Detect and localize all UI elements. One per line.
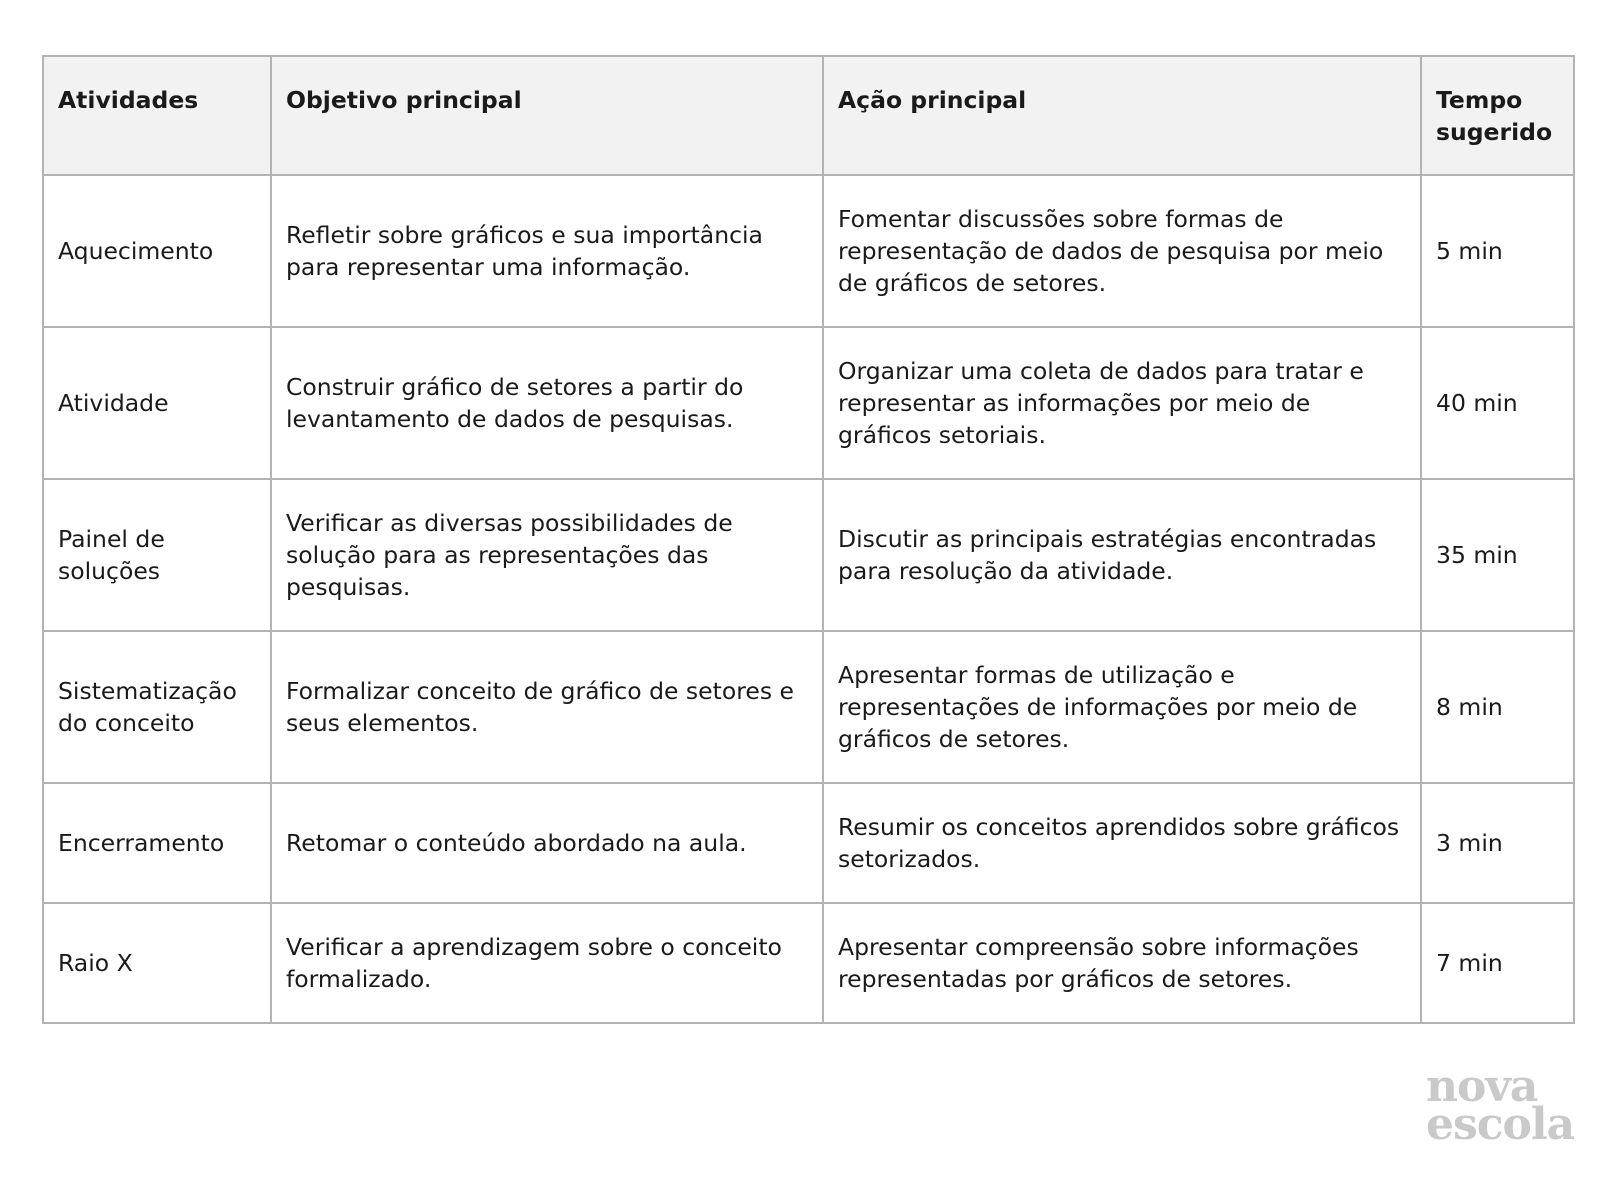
header-objetivo-principal: Objetivo principal (271, 56, 823, 175)
table-header-row (43, 56, 1574, 175)
cell-atividade: Encerramento (43, 783, 271, 903)
cell-atividade: Raio X (43, 903, 271, 1023)
cell-objetivo: Retomar o conteúdo abordado na aula. (271, 783, 823, 903)
cell-atividade: Atividade (43, 327, 271, 479)
cell-acao: Resumir os conceitos aprendidos sobre gráficos setorizados. (823, 783, 1421, 903)
lesson-plan-table (42, 55, 1575, 1024)
table-row (43, 783, 1574, 903)
cell-atividade: Sistematização do conceito (43, 631, 271, 783)
table-row (43, 631, 1574, 783)
cell-acao: Discutir as principais estratégias encontradas para resolução da atividade. (823, 479, 1421, 631)
cell-objetivo: Construir gráfico de setores a partir do levantamento de dados de pesquisas. (271, 327, 823, 479)
table-row (43, 903, 1574, 1023)
cell-atividade: Aquecimento (43, 175, 271, 327)
table-row (43, 175, 1574, 327)
cell-objetivo: Verificar as diversas possibilidades de solução para as representações das pesquisas. (271, 479, 823, 631)
cell-tempo: 8 min (1421, 631, 1574, 783)
header-acao-principal: Ação principal (823, 56, 1421, 175)
header-atividades: Atividades (43, 56, 271, 175)
cell-objetivo: Refletir sobre gráficos e sua importância para representar uma informação. (271, 175, 823, 327)
table-row (43, 327, 1574, 479)
cell-acao: Apresentar compreensão sobre informações representadas por gráficos de setores. (823, 903, 1421, 1023)
header-tempo-sugerido: Tempo sugerido (1421, 56, 1574, 175)
cell-tempo: 5 min (1421, 175, 1574, 327)
cell-objetivo: Verificar a aprendizagem sobre o conceito formalizado. (271, 903, 823, 1023)
cell-tempo: 3 min (1421, 783, 1574, 903)
cell-acao: Organizar uma coleta de dados para tratar e representar as informações por meio de gráficos setoriais. (823, 327, 1421, 479)
cell-tempo: 7 min (1421, 903, 1574, 1023)
cell-tempo: 40 min (1421, 327, 1574, 479)
nova-escola-logo (1426, 1061, 1576, 1150)
table-row (43, 479, 1574, 631)
cell-atividade: Painel de soluções (43, 479, 271, 631)
cell-objetivo: Formalizar conceito de gráfico de setores e seus elementos. (271, 631, 823, 783)
logo-line-nova: nova (1426, 1061, 1538, 1112)
logo-line-escola: escola (1426, 1099, 1575, 1150)
cell-acao: Apresentar formas de utilização e representações de informações por meio de gráficos de setores. (823, 631, 1421, 783)
cell-acao: Fomentar discussões sobre formas de representação de dados de pesquisa por meio de gráficos de setores. (823, 175, 1421, 327)
cell-tempo: 35 min (1421, 479, 1574, 631)
